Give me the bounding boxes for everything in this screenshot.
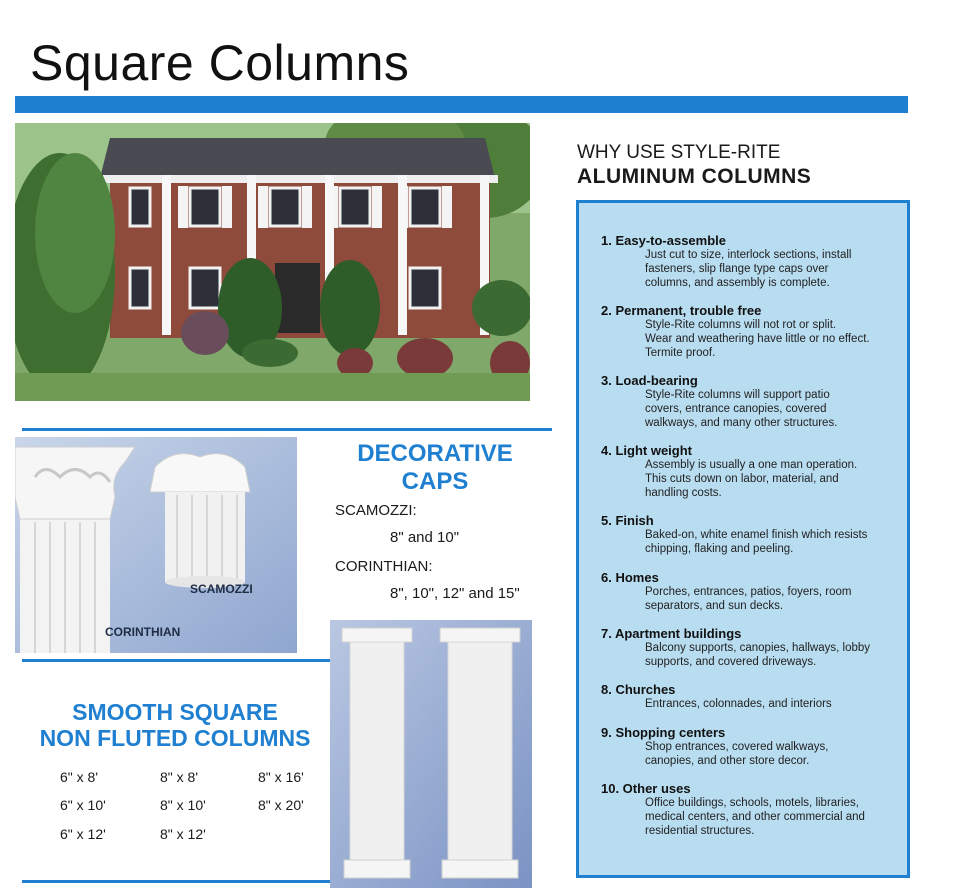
divider-line [22, 428, 552, 431]
benefit-description-line: This cuts down on labor, material, and [645, 473, 839, 485]
benefit-description-line: fasteners, slip flange type caps over [645, 263, 829, 275]
benefit-description-line: Wear and weathering have little or no effect. [645, 333, 870, 345]
title-divider-bar [15, 96, 908, 113]
benefit-title: 4. Light weight [601, 443, 692, 458]
benefit-description-line: Porches, entrances, patios, foyers, room [645, 586, 852, 598]
benefit-description-line: Style-Rite columns will not rot or split. [645, 319, 837, 331]
benefit-description-line: Office buildings, schools, motels, libraries, [645, 797, 859, 809]
benefits-panel [576, 200, 910, 878]
decorative-caps-heading-line1: DECORATIVE [357, 440, 513, 467]
column-size: 8" x 16' [258, 769, 304, 785]
scamozzi-label: SCAMOZZI: [335, 502, 417, 519]
square-columns-illustration [330, 620, 532, 888]
benefit-title: 9. Shopping centers [601, 725, 726, 740]
why-heading-line1: WHY USE STYLE-RITE [577, 142, 781, 163]
benefit-description-line: chipping, flaking and peeling. [645, 543, 794, 555]
scamozzi-sizes: 8" and 10" [390, 529, 460, 546]
caps-illustration [15, 437, 297, 653]
benefit-description-line: Shop entrances, covered walkways, [645, 741, 829, 753]
smooth-columns-heading-line2: NON FLUTED COLUMNS [39, 725, 311, 752]
benefit-description-line: separators, and sun decks. [645, 600, 784, 612]
benefit-description-line: Style-Rite columns will support patio [645, 389, 830, 401]
corinthian-photo-label: CORINTHIAN [105, 625, 181, 639]
benefit-description-line: Baked-on, white enamel finish which resists [645, 529, 868, 541]
smooth-columns-heading-line1: SMOOTH SQUARE [72, 699, 278, 725]
benefit-description-line: canopies, and other store decor. [645, 755, 810, 767]
column-size: 8" x 10' [160, 797, 206, 813]
benefit-description-line: columns, and assembly is complete. [645, 277, 830, 289]
page-title: Square Columns [30, 35, 410, 91]
benefit-title: 3. Load-bearing [601, 373, 698, 388]
column-size: 6" x 8' [60, 769, 98, 785]
benefit-title: 1. Easy-to-assemble [601, 233, 727, 248]
decorative-caps-photo [15, 437, 297, 653]
benefit-description-line: Balcony supports, canopies, hallways, lobby [645, 642, 871, 654]
corinthian-label: CORINTHIAN: [335, 558, 433, 575]
benefit-title: 10. Other uses [601, 781, 691, 796]
divider-line [22, 880, 332, 883]
benefit-title: 7. Apartment buildings [601, 626, 742, 641]
benefit-title: 8. Churches [601, 682, 676, 697]
house-photo [15, 123, 530, 401]
decorative-caps-heading [335, 440, 535, 495]
benefit-description-line: residential structures. [645, 825, 755, 837]
benefit-description-line: Just cut to size, interlock sections, install [645, 249, 852, 261]
why-heading-line2: ALUMINUM COLUMNS [577, 165, 812, 188]
column-size: 8" x 20' [258, 797, 304, 813]
divider-line [22, 659, 332, 662]
column-size: 8" x 8' [160, 769, 198, 785]
smooth-columns-heading [20, 699, 330, 752]
benefit-description-line: supports, and covered driveways. [645, 656, 817, 668]
column-size: 6" x 12' [60, 826, 106, 842]
benefit-title: 2. Permanent, trouble free [601, 303, 762, 318]
benefit-description-line: medical centers, and other commercial and [645, 811, 865, 823]
column-size: 8" x 12' [160, 826, 206, 842]
corinthian-sizes: 8", 10", 12" and 15" [390, 585, 520, 602]
benefit-description-line: Termite proof. [645, 347, 716, 359]
house-illustration [15, 123, 530, 401]
benefit-title: 5. Finish [601, 513, 654, 528]
benefit-description-line: Assembly is usually a one man operation. [645, 459, 858, 471]
benefit-description-line: walkways, and many other structures. [645, 417, 838, 429]
smooth-columns-photo [330, 620, 532, 888]
benefit-description-line: Entrances, colonnades, and interiors [645, 698, 832, 710]
decorative-caps-heading-line2: CAPS [401, 467, 469, 495]
benefit-title: 6. Homes [601, 570, 659, 585]
benefit-description-line: covers, entrance canopies, covered [645, 403, 827, 415]
column-size: 6" x 10' [60, 797, 106, 813]
scamozzi-photo-label: SCAMOZZI [190, 582, 253, 596]
benefit-description-line: handling costs. [645, 487, 722, 499]
